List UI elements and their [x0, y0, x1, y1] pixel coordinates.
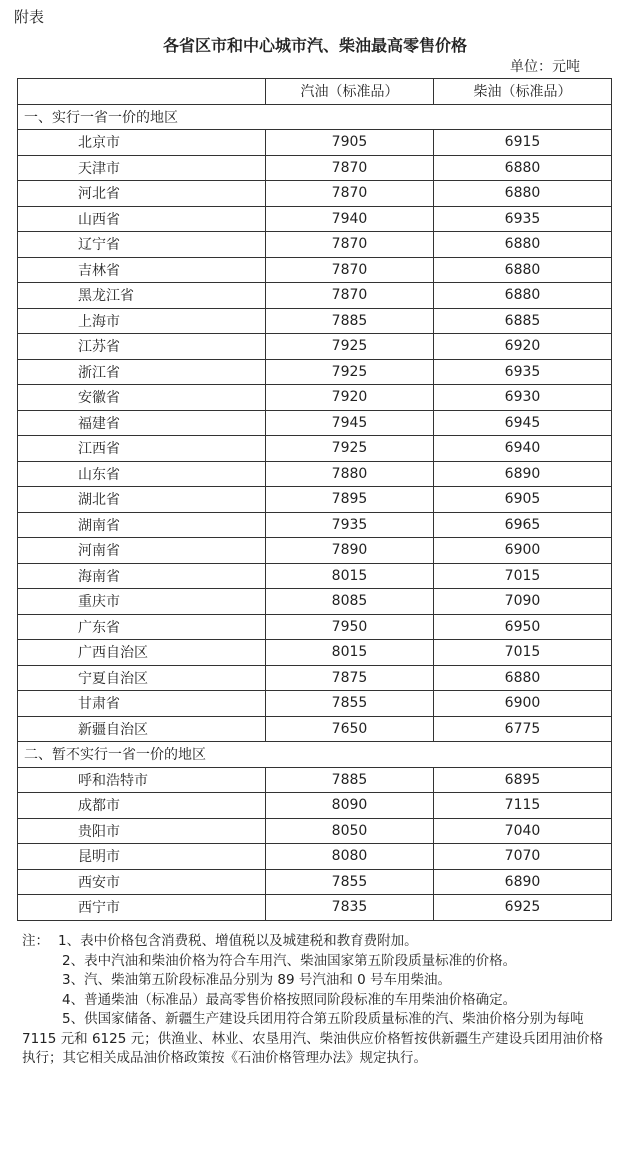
table-row [18, 308, 612, 334]
header-region [18, 79, 266, 105]
gasoline-price: 7925 [266, 334, 434, 360]
diesel-price: 6880 [434, 283, 612, 309]
region-name: 新疆自治区 [18, 716, 266, 742]
diesel-price: 6940 [434, 436, 612, 462]
note-item: 2、表中汽油和柴油价格为符合车用汽、柴油国家第五阶段质量标准的价格。 [62, 952, 517, 969]
diesel-price: 6880 [434, 232, 612, 258]
diesel-price: 6880 [434, 665, 612, 691]
region-name: 黑龙江省 [18, 283, 266, 309]
gasoline-price: 7870 [266, 257, 434, 283]
table-row [18, 257, 612, 283]
region-name: 贵阳市 [18, 818, 266, 844]
price-table [17, 78, 612, 921]
gasoline-price: 8080 [266, 844, 434, 870]
region-name: 重庆市 [18, 589, 266, 615]
diesel-price: 6925 [434, 895, 612, 921]
table-row [18, 691, 612, 717]
gasoline-price: 7870 [266, 181, 434, 207]
region-name: 广西自治区 [18, 640, 266, 666]
diesel-price: 7015 [434, 563, 612, 589]
note-item [22, 932, 610, 952]
table-row [18, 436, 612, 462]
table-row [18, 844, 612, 870]
notes-section [22, 932, 610, 1069]
diesel-price: 6930 [434, 385, 612, 411]
gasoline-price: 7885 [266, 308, 434, 334]
gasoline-price: 8090 [266, 793, 434, 819]
gasoline-price: 7895 [266, 487, 434, 513]
table-row [18, 461, 612, 487]
region-name: 西安市 [18, 869, 266, 895]
diesel-price: 6935 [434, 206, 612, 232]
appendix-label: 附表 [14, 8, 45, 26]
diesel-price: 6900 [434, 691, 612, 717]
table-row [18, 767, 612, 793]
section-label: 二、暂不实行一省一价的地区 [18, 742, 612, 768]
gasoline-price: 8015 [266, 563, 434, 589]
gasoline-price: 7855 [266, 869, 434, 895]
diesel-price: 6920 [434, 334, 612, 360]
region-name: 江西省 [18, 436, 266, 462]
gasoline-price: 7905 [266, 130, 434, 156]
note-text: 1、表中价格包含消费税、增值税以及城建税和教育费附加。 [58, 933, 418, 949]
gasoline-price: 7880 [266, 461, 434, 487]
region-name: 河北省 [18, 181, 266, 207]
gasoline-price: 7890 [266, 538, 434, 564]
gasoline-price: 7835 [266, 895, 434, 921]
region-name: 广东省 [18, 614, 266, 640]
gasoline-price: 7950 [266, 614, 434, 640]
region-name: 甘肃省 [18, 691, 266, 717]
diesel-price: 6895 [434, 767, 612, 793]
table-header-row [18, 79, 612, 105]
diesel-price: 6935 [434, 359, 612, 385]
diesel-price: 6945 [434, 410, 612, 436]
section-row [18, 104, 612, 130]
region-name: 山东省 [18, 461, 266, 487]
table-row [18, 589, 612, 615]
note-item: 4、普通柴油（标准品）最高零售价格按照同阶段标准的车用柴油价格确定。 [62, 991, 517, 1008]
table-row [18, 563, 612, 589]
diesel-price: 6890 [434, 869, 612, 895]
table-row [18, 410, 612, 436]
region-name: 西宁市 [18, 895, 266, 921]
table-row [18, 155, 612, 181]
gasoline-price: 7940 [266, 206, 434, 232]
table-row [18, 232, 612, 258]
table-row [18, 818, 612, 844]
region-name: 福建省 [18, 410, 266, 436]
header-gasoline: 汽油（标准品） [266, 79, 434, 105]
diesel-price: 7040 [434, 818, 612, 844]
gasoline-price: 7935 [266, 512, 434, 538]
diesel-price: 6880 [434, 155, 612, 181]
table-row [18, 487, 612, 513]
table-row [18, 716, 612, 742]
table-row [18, 869, 612, 895]
page-title: 各省区市和中心城市汽、柴油最高零售价格 [162, 36, 467, 55]
section-label: 一、实行一省一价的地区 [18, 104, 612, 130]
gasoline-price: 7855 [266, 691, 434, 717]
gasoline-price: 8085 [266, 589, 434, 615]
table-row [18, 130, 612, 156]
header-diesel: 柴油（标准品） [434, 79, 612, 105]
gasoline-price: 7945 [266, 410, 434, 436]
section-row [18, 742, 612, 768]
diesel-price: 6965 [434, 512, 612, 538]
diesel-price: 6900 [434, 538, 612, 564]
table-row [18, 359, 612, 385]
gasoline-price: 7875 [266, 665, 434, 691]
diesel-price: 6885 [434, 308, 612, 334]
region-name: 宁夏自治区 [18, 665, 266, 691]
region-name: 海南省 [18, 563, 266, 589]
gasoline-price: 7920 [266, 385, 434, 411]
notes-label: 注： [22, 933, 49, 949]
gasoline-price: 7925 [266, 359, 434, 385]
table-row [18, 640, 612, 666]
gasoline-price: 7870 [266, 155, 434, 181]
region-name: 北京市 [18, 130, 266, 156]
table-body [18, 104, 612, 920]
region-name: 天津市 [18, 155, 266, 181]
diesel-price: 7090 [434, 589, 612, 615]
region-name: 湖北省 [18, 487, 266, 513]
diesel-price: 6880 [434, 257, 612, 283]
gasoline-price: 7870 [266, 232, 434, 258]
region-name: 河南省 [18, 538, 266, 564]
table-row [18, 385, 612, 411]
table-row [18, 538, 612, 564]
region-name: 安徽省 [18, 385, 266, 411]
note-item: 3、汽、柴油第五阶段标准品分别为 89 号汽油和 0 号车用柴油。 [62, 972, 452, 988]
table-row [18, 206, 612, 232]
diesel-price: 6775 [434, 716, 612, 742]
region-name: 成都市 [18, 793, 266, 819]
diesel-price: 6915 [434, 130, 612, 156]
region-name: 上海市 [18, 308, 266, 334]
diesel-price: 6950 [434, 614, 612, 640]
note-item: 5、供国家储备、新疆生产建设兵团用符合第五阶段质量标准的汽、柴油价格分别为每吨 7115 元和 6125 元；供渔业、林业、农垦用汽、柴油供应价格暂按供新疆生产建设兵团用油价格执行；其它相关成品油价格政策按《石油价格管理办法》规定执行。 [22, 1011, 604, 1066]
region-name: 浙江省 [18, 359, 266, 385]
gasoline-price: 7885 [266, 767, 434, 793]
region-name: 辽宁省 [18, 232, 266, 258]
table-row [18, 512, 612, 538]
gasoline-price: 7870 [266, 283, 434, 309]
gasoline-price: 7650 [266, 716, 434, 742]
table-row [18, 283, 612, 309]
gasoline-price: 8015 [266, 640, 434, 666]
region-name: 呼和浩特市 [18, 767, 266, 793]
region-name: 江苏省 [18, 334, 266, 360]
table-row [18, 793, 612, 819]
table-row [18, 614, 612, 640]
diesel-price: 7015 [434, 640, 612, 666]
diesel-price: 7070 [434, 844, 612, 870]
region-name: 昆明市 [18, 844, 266, 870]
table-row [18, 895, 612, 921]
diesel-price: 6880 [434, 181, 612, 207]
region-name: 山西省 [18, 206, 266, 232]
region-name: 吉林省 [18, 257, 266, 283]
region-name: 湖南省 [18, 512, 266, 538]
table-row [18, 334, 612, 360]
diesel-price: 6890 [434, 461, 612, 487]
diesel-price: 6905 [434, 487, 612, 513]
gasoline-price: 8050 [266, 818, 434, 844]
gasoline-price: 7925 [266, 436, 434, 462]
diesel-price: 7115 [434, 793, 612, 819]
unit-label: 单位：元吨 [510, 59, 580, 75]
table-row [18, 181, 612, 207]
table-row [18, 665, 612, 691]
